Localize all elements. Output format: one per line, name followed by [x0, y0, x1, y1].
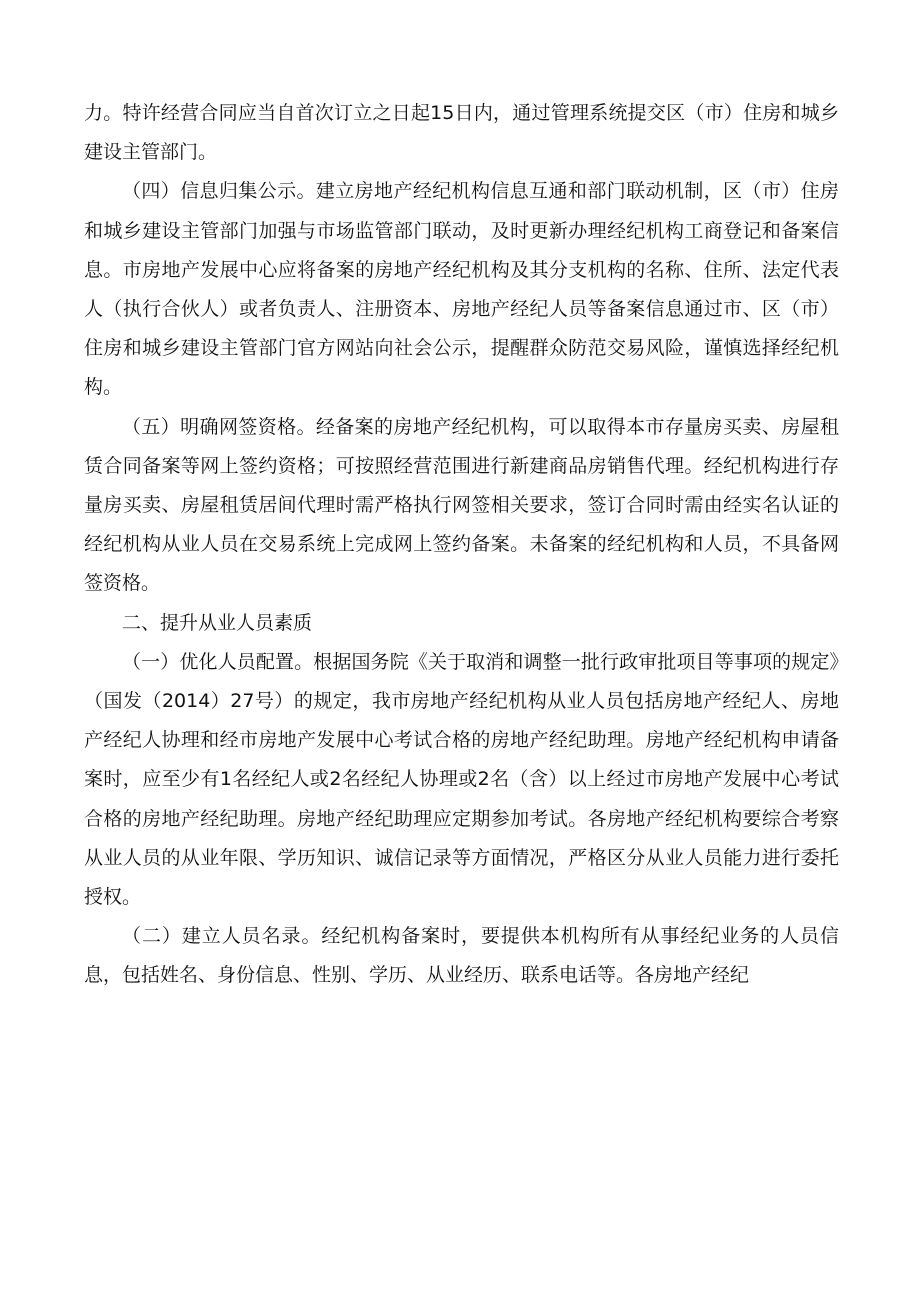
body-text: [84, 94, 839, 996]
section-heading: 二、提升从业人员素质: [122, 611, 313, 634]
paragraph-continuation: 力。特许经营合同应当自首次订立之日起15日内，通过管理系统提交区（市）住房和城乡建设主管部门。: [84, 102, 839, 164]
paragraph-staff-allocation: （一）优化人员配置。根据国务院《关于取消和调整一批行政审批项目等事项的规定》（国发（2014）27号）的规定，我市房地产经纪机构从业人员包括房地产经纪人、房地产经纪人协理和经市房地产发展中心考试合格的房地产经纪助理。房地产经纪机构申请备案时，应至少有1名经纪人或2名经纪人协理或2名（含）以上经过市房地产发展中心考试合格的房地产经纪助理。房地产经纪助理应定期参加考试。各房地产经纪机构要综合考察从业人员的从业年限、学历知识、诚信记录等方面情况，严格区分从业人员能力进行委托授权。: [84, 650, 839, 909]
paragraph-online-signing: （五）明确网签资格。经备案的房地产经纪机构，可以取得本市存量房买卖、房屋租赁合同备案等网上签约资格；可按照经营范围进行新建商品房销售代理。经纪机构进行存量房买卖、房屋租赁居间代理时需严格执行网签相关要求，签订合同时需由经实名认证的经纪机构从业人员在交易系统上完成网上签约备案。未备案的经纪机构和人员，不具备网签资格。: [84, 415, 839, 595]
paragraph-staff-register: （二）建立人员名录。经纪机构备案时，要提供本机构所有从事经纪业务的人员信息，包括姓名、身份信息、性别、学历、从业经历、联系电话等。各房地产经纪: [84, 925, 839, 987]
paragraph-info-disclosure: （四）信息归集公示。建立房地产经纪机构信息互通和部门联动机制，区（市）住房和城乡建设主管部门加强与市场监管部门联动，及时更新办理经纪机构工商登记和备案信息。市房地产发展中心应将备案的房地产经纪机构及其分支机构的名称、住所、法定代表人（执行合伙人）或者负责人、注册资本、房地产经纪人员等备案信息通过市、区（市）住房和城乡建设主管部门官方网站向社会公示，提醒群众防范交易风险，谨慎选择经纪机构。: [84, 180, 839, 399]
